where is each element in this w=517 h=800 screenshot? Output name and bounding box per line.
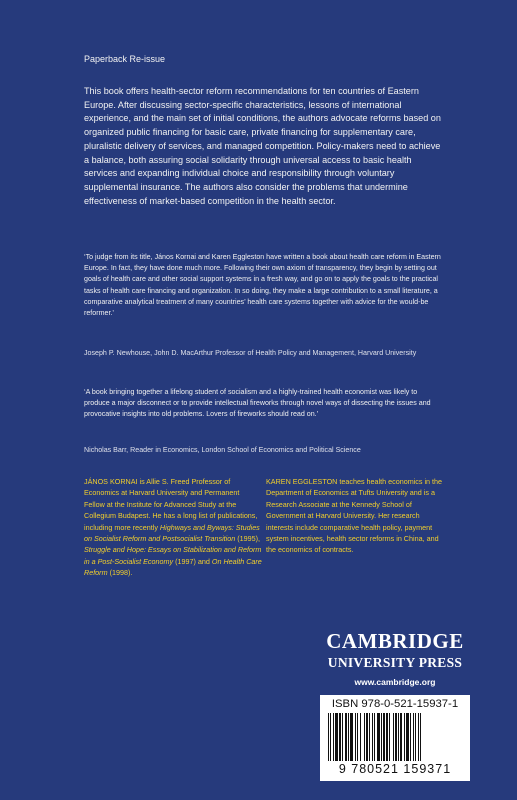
book-description: This book offers health-sector reform recommendations for ten countries of Eastern Europe. After discussing sector-specific characteristics, lessons of international experience, and the main set of initial conditions, the authors advocate reforms based on organized public financing for basic care, private financing for supplementary care, pluralistic delivery of services, and managed competition. Policy-makers need to achieve a balance, both assuring social solidarity through universal access to basic health services and expanding individual choice and responsibility through voluntary supplemental insurance. The authors also consider the problems that undermine effectiveness of market-based competition in the health sector. bbox=[84, 86, 441, 206]
isbn-label: ISBN 978-0-521-15937-1 bbox=[331, 698, 459, 710]
review-quote-barr: ‘A book bringing together a lifelong student of socialism and a highly-trained health economist was likely to produce a major disconnect or to provide intellectual fireworks through novel ways of dissecting the issues and provocative insights into old problems. Lovers of fireworks should read on.’ bbox=[84, 388, 431, 419]
publisher-logo-name: CAMBRIDGE bbox=[326, 629, 464, 653]
barcode-digits: 9 780521 159371 bbox=[338, 762, 452, 776]
publisher-website[interactable]: www.cambridge.org bbox=[354, 677, 436, 687]
publisher-logo-sub: UNIVERSITY PRESS bbox=[327, 655, 463, 670]
review-quote-newhouse: ‘To judge from its title, János Kornai and Karen Eggleston have written a book about health care reform in Eastern Europe. In fact, they have done much more. Following their own axiom of transparency, they begin by setting out goals of health care and other social support systems in a fresh way, and go on to apply the goals to the practical tasks of health care financing and organization. In so doing, they make a large contribution to a small literature, a comparative analytical treatment of many countries’ health care systems together with advice for the would-be reformer.’ bbox=[84, 253, 441, 318]
isbn-barcode-box bbox=[320, 695, 470, 781]
author-bio-kornai: JÁNOS KORNAI is Allie S. Freed Professor of Economics at Harvard University and Permanent Fellow at the Institute for Advanced Study at the Collegium Budapest. He has a long list of publications, including more recently Highways and Byways: Studies on Socialist Reform and Postsocialist Transition (1995), Struggle and Hope: Essays on Stabilization and Reform in a Post-Socialist Economy (1997) and On Health Care Reform (1998). bbox=[84, 477, 262, 578]
author-bio-eggleston: KAREN EGGLESTON teaches health economics in the Department of Economics at Tufts University and is a Research Associate at the Kennedy School of Government at Harvard University. Her research interests include comparative health policy, payment system incentives, health sector reforms in China, and the economics of contracts. bbox=[266, 477, 443, 555]
reissue-label: Paperback Re-issue bbox=[84, 54, 166, 64]
review-attribution-newhouse: Joseph P. Newhouse, John D. MacArthur Professor of Health Policy and Management, Harvard University bbox=[84, 349, 417, 357]
review-attribution-barr: Nicholas Barr, Reader in Economics, London School of Economics and Political Science bbox=[84, 446, 361, 454]
barcode bbox=[326, 713, 464, 763]
